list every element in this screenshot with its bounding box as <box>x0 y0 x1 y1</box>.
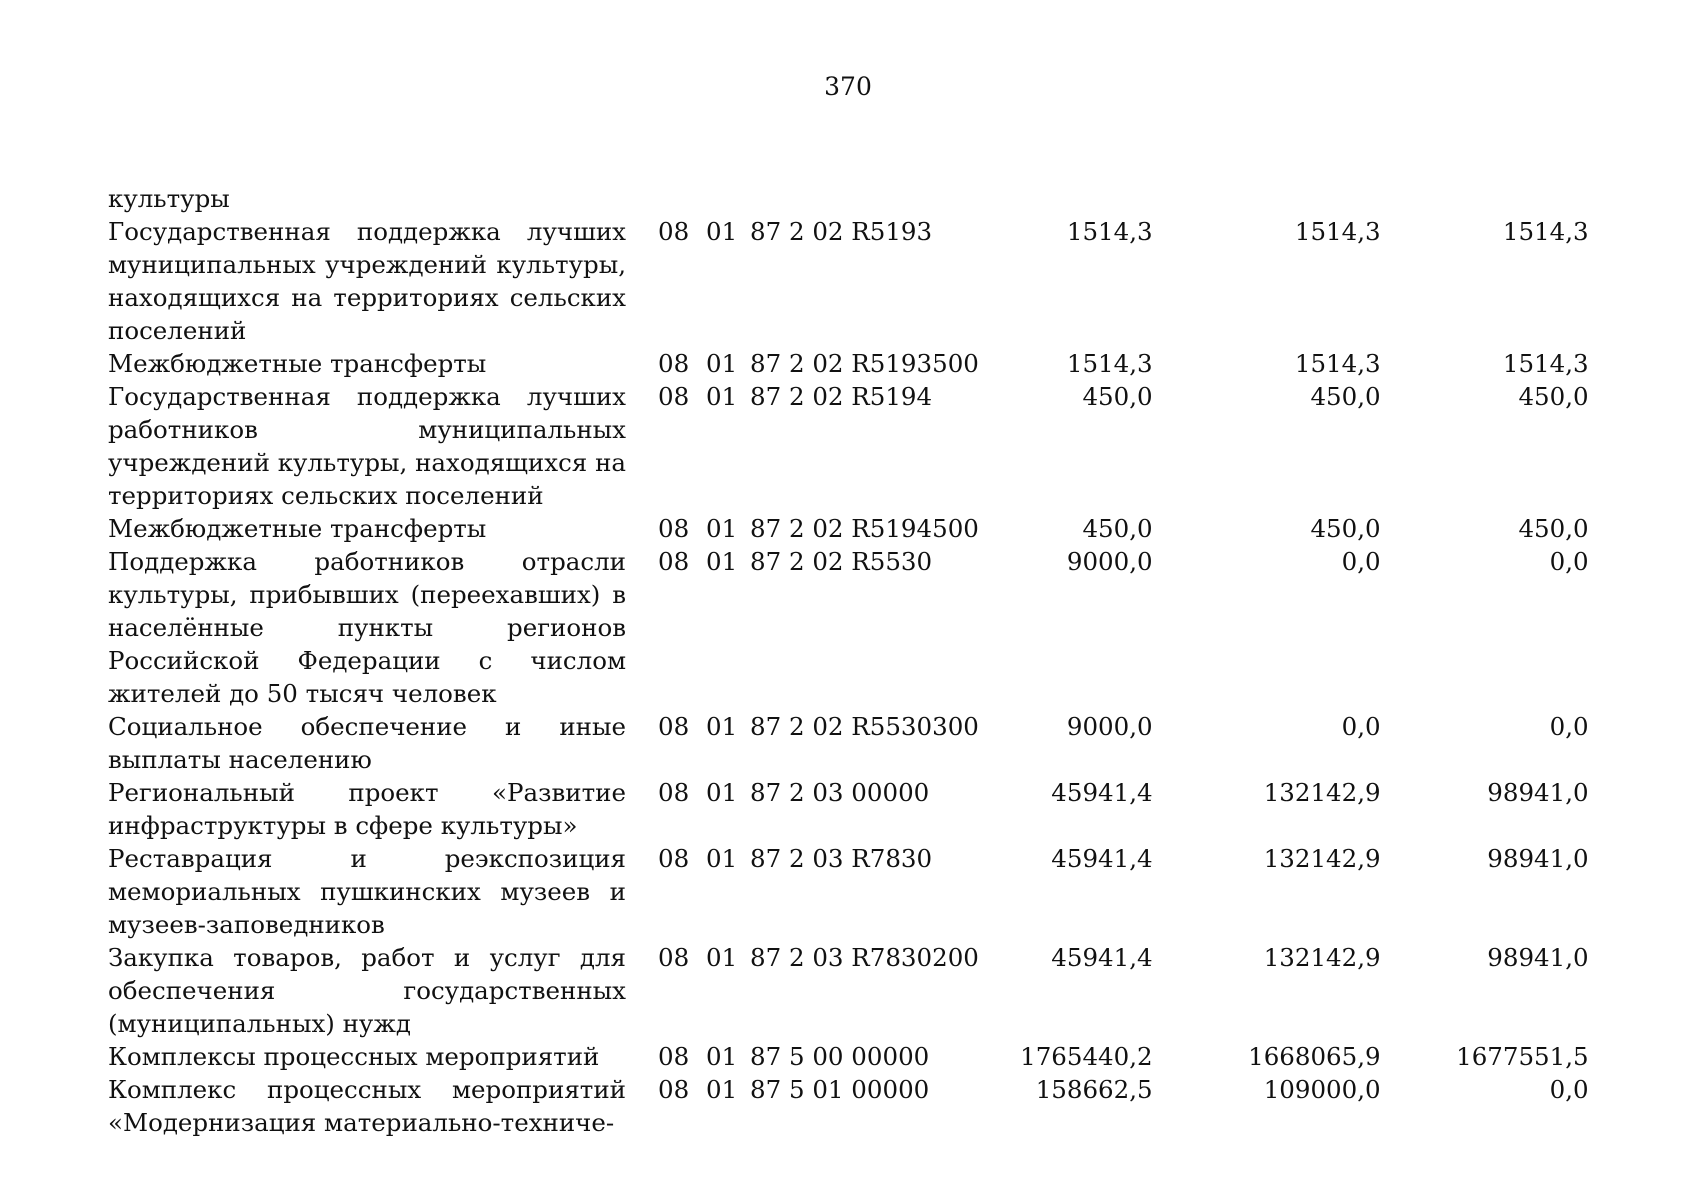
row-subsection: 01 <box>706 547 738 576</box>
table-row <box>108 380 1589 512</box>
table-row <box>108 776 1589 842</box>
row-name: Закупка товаров, работ и услуг для обеспечения государственных (муниципальных) нужд <box>108 943 626 1038</box>
row-amount-year1: 45941,4 <box>1051 778 1153 807</box>
table-row <box>108 512 1589 545</box>
row-section: 08 <box>658 514 690 543</box>
row-expense-type: 500 <box>932 349 979 378</box>
table-row <box>108 545 1589 710</box>
row-expense-type: 500 <box>932 514 979 543</box>
row-subsection: 01 <box>706 943 738 972</box>
row-subsection: 01 <box>706 1075 738 1104</box>
row-amount-year2: 0,0 <box>1341 712 1381 741</box>
table-row <box>108 710 1589 776</box>
row-amount-year3: 0,0 <box>1549 1075 1589 1104</box>
row-section: 08 <box>658 382 690 411</box>
row-expense-type <box>932 842 1020 941</box>
row-expense-type <box>932 1073 1020 1139</box>
row-subsection: 01 <box>706 778 738 807</box>
row-expense-type <box>932 545 1020 710</box>
row-amount-year3: 0,0 <box>1549 547 1589 576</box>
row-name: Межбюджетные трансферты <box>108 349 487 378</box>
row-target-article: 87 2 03 R7830 <box>750 943 933 972</box>
row-amount-year3: 450,0 <box>1518 514 1589 543</box>
row-expense-type: 200 <box>932 943 979 972</box>
row-target-article: 87 2 02 R5193 <box>750 349 933 378</box>
row-target-article: 87 2 02 R5530 <box>750 547 933 576</box>
row-expense-type <box>932 215 1020 347</box>
row-section: 08 <box>658 547 690 576</box>
row-amount-year2: 0,0 <box>1341 547 1381 576</box>
row-amount-year1: 9000,0 <box>1066 547 1153 576</box>
row-subsection <box>706 182 750 215</box>
row-amount-year2: 1514,3 <box>1294 349 1381 378</box>
row-section <box>626 182 706 215</box>
row-name: культуры <box>108 184 230 213</box>
row-amount-year1: 9000,0 <box>1066 712 1153 741</box>
row-name: Реставрация и реэкспозиция мемориальных пушкинских музеев и музеев-заповедников <box>108 844 626 939</box>
row-amount-year3 <box>1381 182 1589 215</box>
row-target-article <box>750 182 932 215</box>
row-amount-year2: 1514,3 <box>1294 217 1381 246</box>
row-subsection: 01 <box>706 217 738 246</box>
row-amount-year2: 109000,0 <box>1263 1075 1381 1104</box>
row-target-article: 87 2 02 R5194 <box>750 514 933 543</box>
row-expense-type: 300 <box>932 712 979 741</box>
row-name: Социальное обеспечение и иные выплаты населению <box>108 712 626 774</box>
row-name: Межбюджетные трансферты <box>108 514 487 543</box>
row-amount-year1: 1765440,2 <box>1020 1042 1153 1071</box>
table-row <box>108 182 1589 215</box>
row-name: Государственная поддержка лучших работников муниципальных учреждений культуры, находящихся на территориях сельских поселений <box>108 382 626 510</box>
row-subsection: 01 <box>706 382 738 411</box>
row-expense-type <box>932 776 1020 842</box>
row-amount-year3: 1677551,5 <box>1456 1042 1589 1071</box>
row-amount-year3: 98941,0 <box>1487 778 1589 807</box>
row-expense-type <box>932 182 1020 215</box>
row-amount-year1: 1514,3 <box>1066 217 1153 246</box>
row-name: Комплексы процессных мероприятий <box>108 1042 600 1071</box>
table-row <box>108 215 1589 347</box>
row-target-article: 87 5 01 00000 <box>750 1075 930 1104</box>
row-target-article: 87 2 03 00000 <box>750 778 930 807</box>
row-expense-type <box>932 1040 1020 1073</box>
table-row <box>108 1040 1589 1073</box>
row-amount-year1 <box>1020 182 1153 215</box>
row-amount-year2 <box>1153 182 1381 215</box>
row-target-article: 87 2 02 R5193 <box>750 217 933 246</box>
row-amount-year3: 0,0 <box>1549 712 1589 741</box>
row-amount-year2: 132142,9 <box>1263 844 1381 873</box>
row-section: 08 <box>658 778 690 807</box>
page-number: 370 <box>824 72 872 101</box>
row-section: 08 <box>658 712 690 741</box>
row-amount-year3: 1514,3 <box>1502 349 1589 378</box>
row-amount-year1: 450,0 <box>1082 382 1153 411</box>
row-section: 08 <box>658 217 690 246</box>
row-amount-year2: 132142,9 <box>1263 778 1381 807</box>
row-section: 08 <box>658 943 690 972</box>
row-section: 08 <box>658 1075 690 1104</box>
row-name: Комплекс процессных мероприятий «Модернизация материально-техниче- <box>108 1075 626 1137</box>
table-row <box>108 842 1589 941</box>
table-row <box>108 347 1589 380</box>
row-name: Региональный проект «Развитие инфраструктуры в сфере культуры» <box>108 778 626 840</box>
row-amount-year3: 1514,3 <box>1502 217 1589 246</box>
row-subsection: 01 <box>706 349 738 378</box>
row-amount-year3: 98941,0 <box>1487 844 1589 873</box>
row-subsection: 01 <box>706 1042 738 1071</box>
row-amount-year2: 450,0 <box>1310 382 1381 411</box>
row-name: Государственная поддержка лучших муниципальных учреждений культуры, находящихся на территориях сельских поселений <box>108 217 626 345</box>
row-subsection: 01 <box>706 844 738 873</box>
row-amount-year2: 450,0 <box>1310 514 1381 543</box>
table-row <box>108 1073 1589 1139</box>
row-subsection: 01 <box>706 712 738 741</box>
row-amount-year2: 132142,9 <box>1263 943 1381 972</box>
row-target-article: 87 2 02 R5194 <box>750 382 933 411</box>
row-target-article: 87 5 00 00000 <box>750 1042 930 1071</box>
row-amount-year3: 98941,0 <box>1487 943 1589 972</box>
row-amount-year1: 45941,4 <box>1051 943 1153 972</box>
row-amount-year2: 1668065,9 <box>1248 1042 1381 1071</box>
row-section: 08 <box>658 349 690 378</box>
row-subsection: 01 <box>706 514 738 543</box>
row-target-article: 87 2 03 R7830 <box>750 844 933 873</box>
row-section: 08 <box>658 1042 690 1071</box>
row-name: Поддержка работников отрасли культуры, прибывших (переехавших) в населённые пункты регионов Российской Федерации с числом жителей до 50 тысяч человек <box>108 547 626 708</box>
row-amount-year1: 158662,5 <box>1035 1075 1153 1104</box>
row-expense-type <box>932 380 1020 512</box>
row-target-article: 87 2 02 R5530 <box>750 712 933 741</box>
row-amount-year1: 1514,3 <box>1066 349 1153 378</box>
row-amount-year1: 450,0 <box>1082 514 1153 543</box>
budget-table <box>108 182 1589 1139</box>
table-row <box>108 941 1589 1040</box>
row-section: 08 <box>658 844 690 873</box>
row-amount-year3: 450,0 <box>1518 382 1589 411</box>
row-amount-year1: 45941,4 <box>1051 844 1153 873</box>
